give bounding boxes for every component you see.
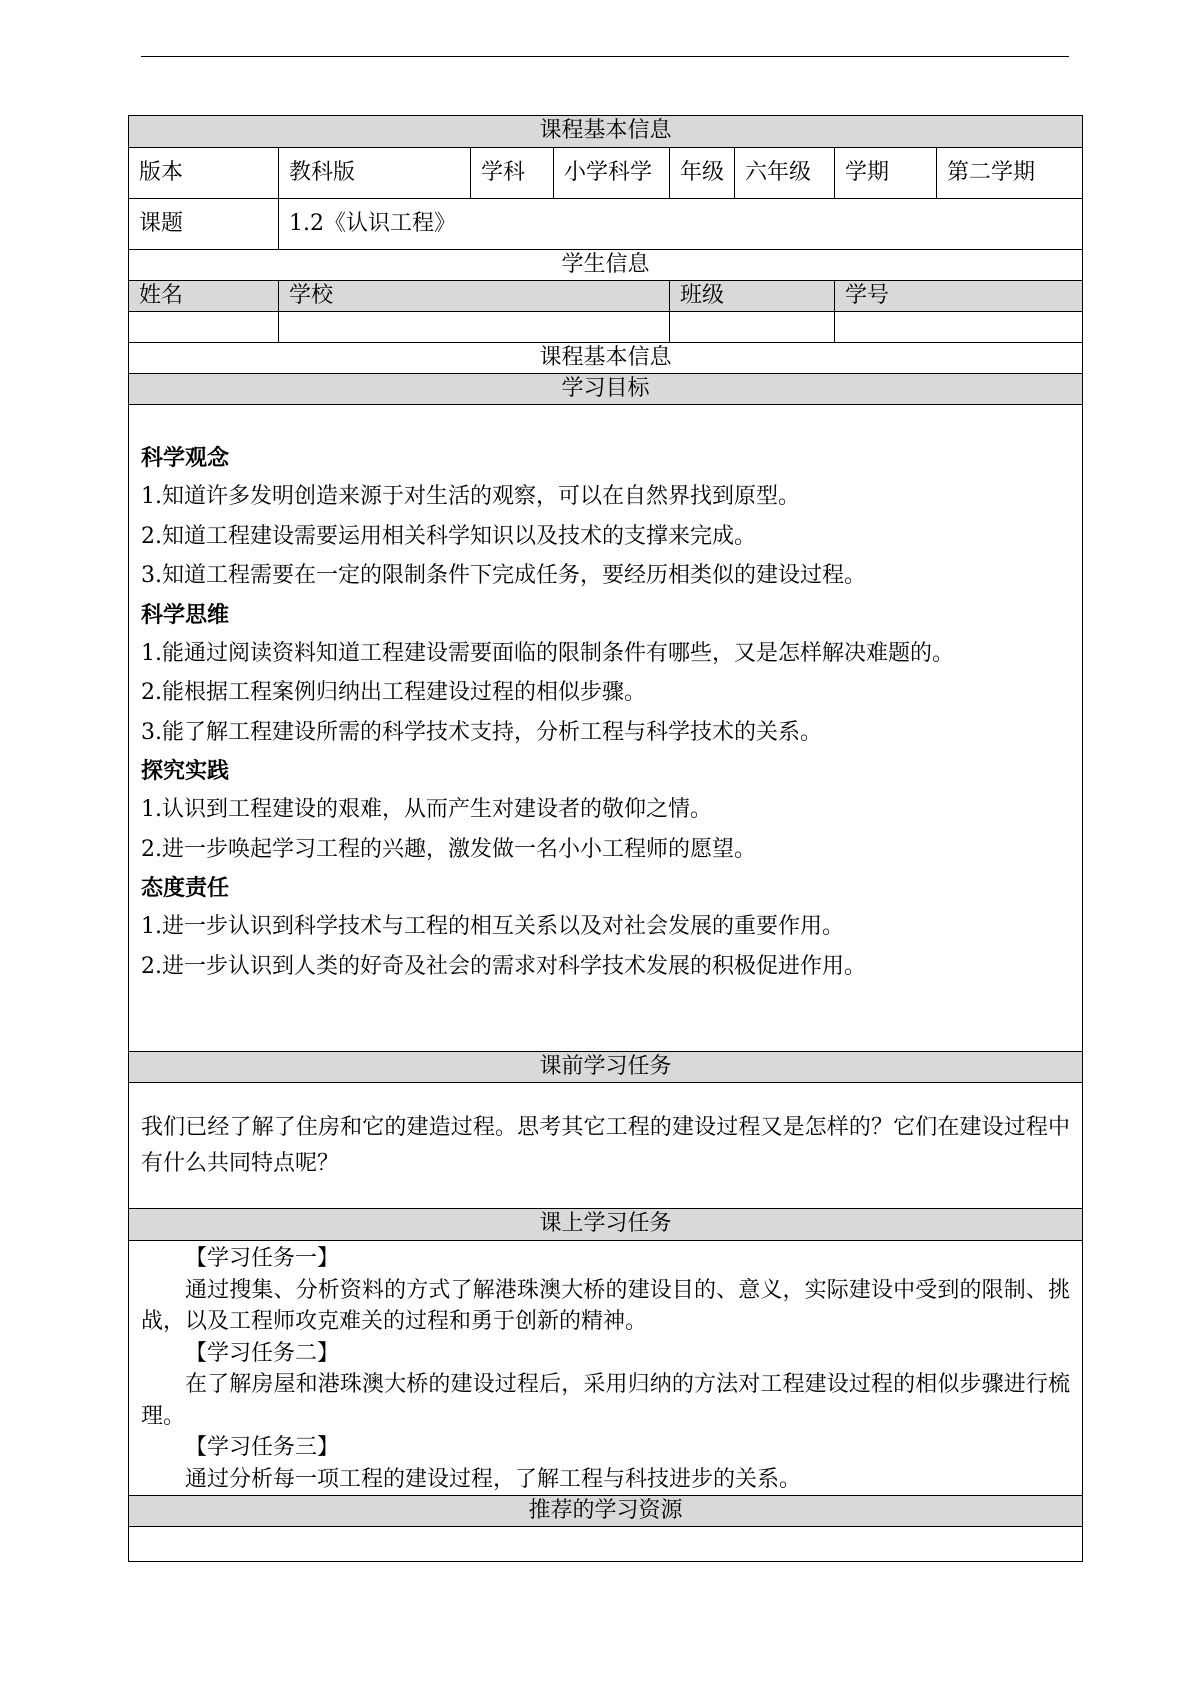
subject-label: 学科: [471, 148, 554, 199]
objective-item: 1.能通过阅读资料知道工程建设需要面临的限制条件有哪些，又是怎样解决难题的。: [141, 640, 954, 666]
task-title: 【学习任务一】: [185, 1246, 340, 1271]
course-table: [128, 115, 1083, 1562]
grade-label: 年级: [670, 148, 735, 199]
topic-value: 1.2《认识工程》: [279, 199, 1083, 250]
objectives-title: 学习目标: [129, 374, 1083, 405]
pre-task-text: 我们已经了解了住房和它的建造过程。思考其它工程的建设过程又是怎样的？它们在建设过程中有什么共同特点呢？: [141, 1114, 1071, 1176]
course-info-title: 课程基本信息: [129, 116, 1083, 148]
objective-item: 1.认识到工程建设的艰难，从而产生对建设者的敬仰之情。: [141, 797, 712, 822]
objective-item: 2.进一步认识到人类的好奇及社会的需求对科学技术发展的积极促进作用。: [141, 953, 866, 979]
task-text: 通过搜集、分析资料的方式了解港珠澳大桥的建设目的、意义，实际建设中受到的限制、挑战，以及工程师攻克难关的过程和勇于创新的精神。: [141, 1277, 1071, 1334]
subject-value: 小学科学: [554, 148, 670, 199]
task-title: 【学习任务二】: [185, 1340, 340, 1366]
task-text: 在了解房屋和港珠澳大桥的建设过程后，采用归纳的方法对工程建设过程的相似步骤进行梳理。: [141, 1372, 1071, 1429]
objective-category: 科学观念: [141, 445, 230, 471]
task-title: 【学习任务三】: [185, 1435, 340, 1460]
student-class-cell: [670, 312, 835, 343]
student-info-title: 学生信息: [129, 250, 1083, 281]
pre-task-title: 课前学习任务: [129, 1052, 1083, 1083]
topic-label: 课题: [129, 199, 279, 250]
objective-item: 3.知道工程需要在一定的限制条件下完成任务，要经历相类似的建设过程。: [141, 563, 866, 588]
objective-item: 1.进一步认识到科学技术与工程的相互关系以及对社会发展的重要作用。: [141, 914, 844, 939]
edition-label: 版本: [129, 148, 279, 199]
student-name-cell: [129, 312, 279, 343]
objective-item: 1.知道许多发明创造来源于对生活的观察，可以在自然界找到原型。: [141, 484, 800, 509]
header-rule: [141, 56, 1069, 57]
in-class-title: 课上学习任务: [129, 1209, 1083, 1241]
edition-value: 教科版: [279, 148, 471, 199]
resources-title: 推荐的学习资源: [129, 1496, 1083, 1527]
semester-label: 学期: [835, 148, 937, 199]
task-text: 通过分析每一项工程的建设过程，了解工程与科技进步的关系。: [185, 1466, 802, 1492]
student-id-header: 学号: [835, 281, 1083, 312]
objective-item: 2.知道工程建设需要运用相关科学知识以及技术的支撑来完成。: [141, 523, 756, 549]
objective-item: 2.进一步唤起学习工程的兴趣，激发做一名小小工程师的愿望。: [141, 836, 756, 862]
objectives-content: [129, 405, 1083, 1052]
objective-category: 态度责任: [141, 875, 230, 901]
student-name-header: 姓名: [129, 281, 279, 312]
objective-category: 探究实践: [141, 758, 230, 784]
student-school-header: 学校: [279, 281, 670, 312]
student-class-header: 班级: [670, 281, 835, 312]
objective-category: 科学思维: [141, 601, 230, 628]
resources-content: [129, 1527, 1083, 1562]
objective-item: 3.能了解工程建设所需的科学技术支持，分析工程与科学技术的关系。: [141, 719, 822, 745]
grade-value: 六年级: [735, 148, 835, 199]
student-id-cell: [835, 312, 1083, 343]
semester-value: 第二学期: [937, 148, 1083, 199]
in-class-content: [129, 1241, 1083, 1496]
objective-item: 2.能根据工程案例归纳出工程建设过程的相似步骤。: [141, 680, 646, 705]
student-school-cell: [279, 312, 670, 343]
pre-task-content: [129, 1083, 1083, 1209]
course-info-title-2: 课程基本信息: [129, 343, 1083, 374]
